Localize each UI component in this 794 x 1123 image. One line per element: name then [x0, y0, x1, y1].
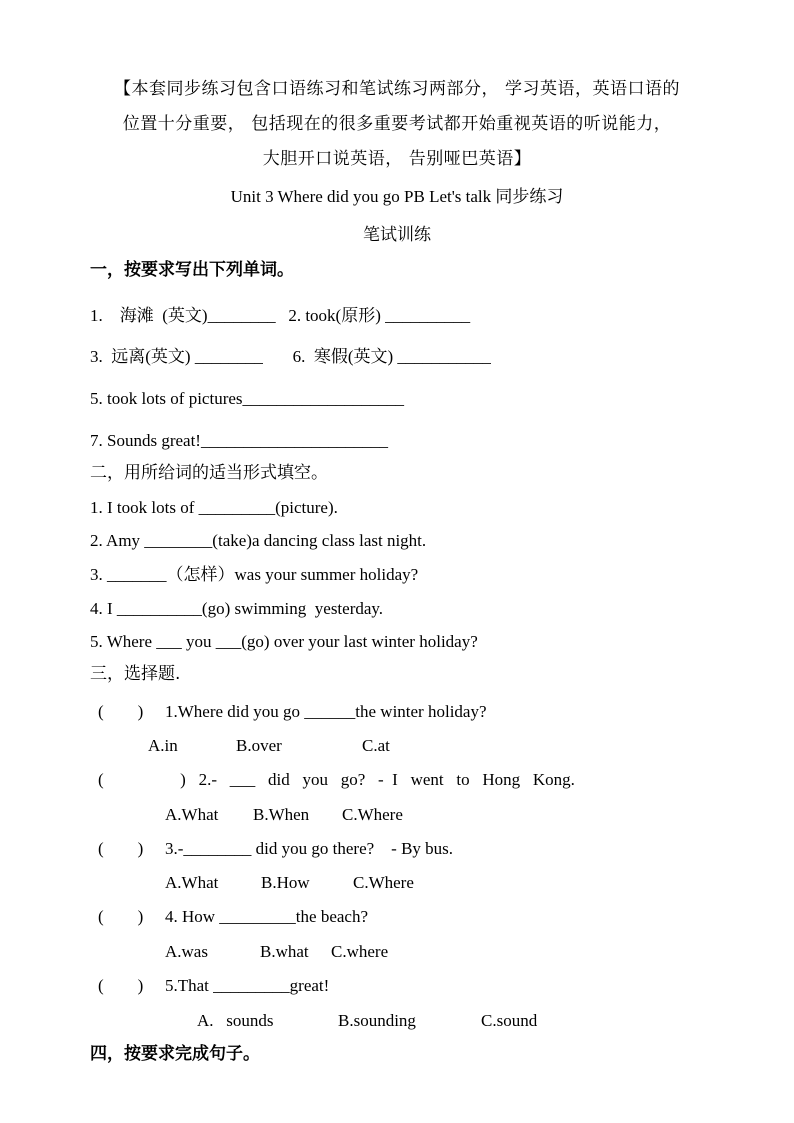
intro-line-2: 位置十分重要， 包括现在的很多重要考试都开始重视英语的听说能力， — [122, 114, 672, 134]
q2-option-a: A.What — [165, 805, 219, 824]
q1-option-c: C.at — [362, 736, 390, 755]
section4-heading: 四，按要求完成句子。 — [90, 1044, 260, 1064]
q5-answer-paren: ( ) — [98, 976, 144, 995]
section1-heading: 一，按要求写出下列单词。 — [90, 260, 294, 280]
section2-question-4: 4. I __________(go) swimming yesterday. — [90, 599, 384, 618]
q1-option-b: B.over — [236, 736, 282, 755]
q5-stem: 5.That _________great! — [165, 976, 330, 995]
q3-answer-paren: ( ) — [98, 839, 144, 858]
q3-option-a: A.What — [165, 873, 219, 892]
q4-option-c: C.where — [331, 942, 389, 961]
intro-line-1: 【本套同步练习包含口语练习和笔试练习两部分， 学习英语，英语口语的 — [114, 79, 680, 99]
page-subtitle: 笔试训练 — [363, 225, 431, 245]
q2-option-b: B.When — [253, 805, 310, 824]
section2-question-5: 5. Where ___ you ___(go) over your last winter holiday? — [90, 632, 478, 651]
section2-question-1: 1. I took lots of _________(picture). — [90, 498, 338, 517]
q1-answer-paren: ( ) — [98, 702, 144, 721]
section2-heading: 二，用所给词的适当形式填空。 — [90, 463, 328, 483]
section2-question-3: 3. _______（怎样）was your summer holiday? — [90, 565, 419, 584]
section1-question-3: 5. took lots of pictures___________________ — [90, 389, 405, 408]
q2-option-c: C.Where — [342, 805, 403, 824]
section1-question-1: 1. 海滩 (英文)________ 2. took(原形) __________ — [90, 306, 471, 325]
q4-stem: 4. How _________the beach? — [165, 907, 369, 926]
section1-question-4: 7. Sounds great!______________________ — [90, 431, 388, 450]
q1-stem: 1.Where did you go ______the winter holiday? — [165, 702, 487, 721]
q2-stem: ( ) 2.- ___ did you go? - I went to Hong Kong. — [98, 770, 575, 789]
q3-option-b: B.How — [261, 873, 310, 892]
q5-option-a: A. sounds — [197, 1011, 274, 1030]
section1-question-2: 3. 远离(英文) ________ 6. 寒假(英文) ___________ — [90, 347, 491, 366]
page-title: Unit 3 Where did you go PB Let's talk 同步练习 — [230, 187, 564, 206]
q3-option-c: C.Where — [353, 873, 414, 892]
q1-option-a: A.in — [148, 736, 178, 755]
q4-option-a: A.was — [165, 942, 208, 961]
q4-option-b: B.what — [260, 942, 309, 961]
q4-answer-paren: ( ) — [98, 907, 144, 926]
q5-option-c: C.sound — [481, 1011, 538, 1030]
q3-stem: 3.-________ did you go there? - By bus. — [165, 839, 454, 858]
section3-heading: 三，选择题. — [90, 664, 181, 684]
intro-line-3: 大胆开口说英语， 告别哑巴英语】 — [262, 149, 532, 169]
section2-question-2: 2. Amy ________(take)a dancing class last night. — [90, 531, 427, 550]
q5-option-b: B.sounding — [338, 1011, 416, 1030]
